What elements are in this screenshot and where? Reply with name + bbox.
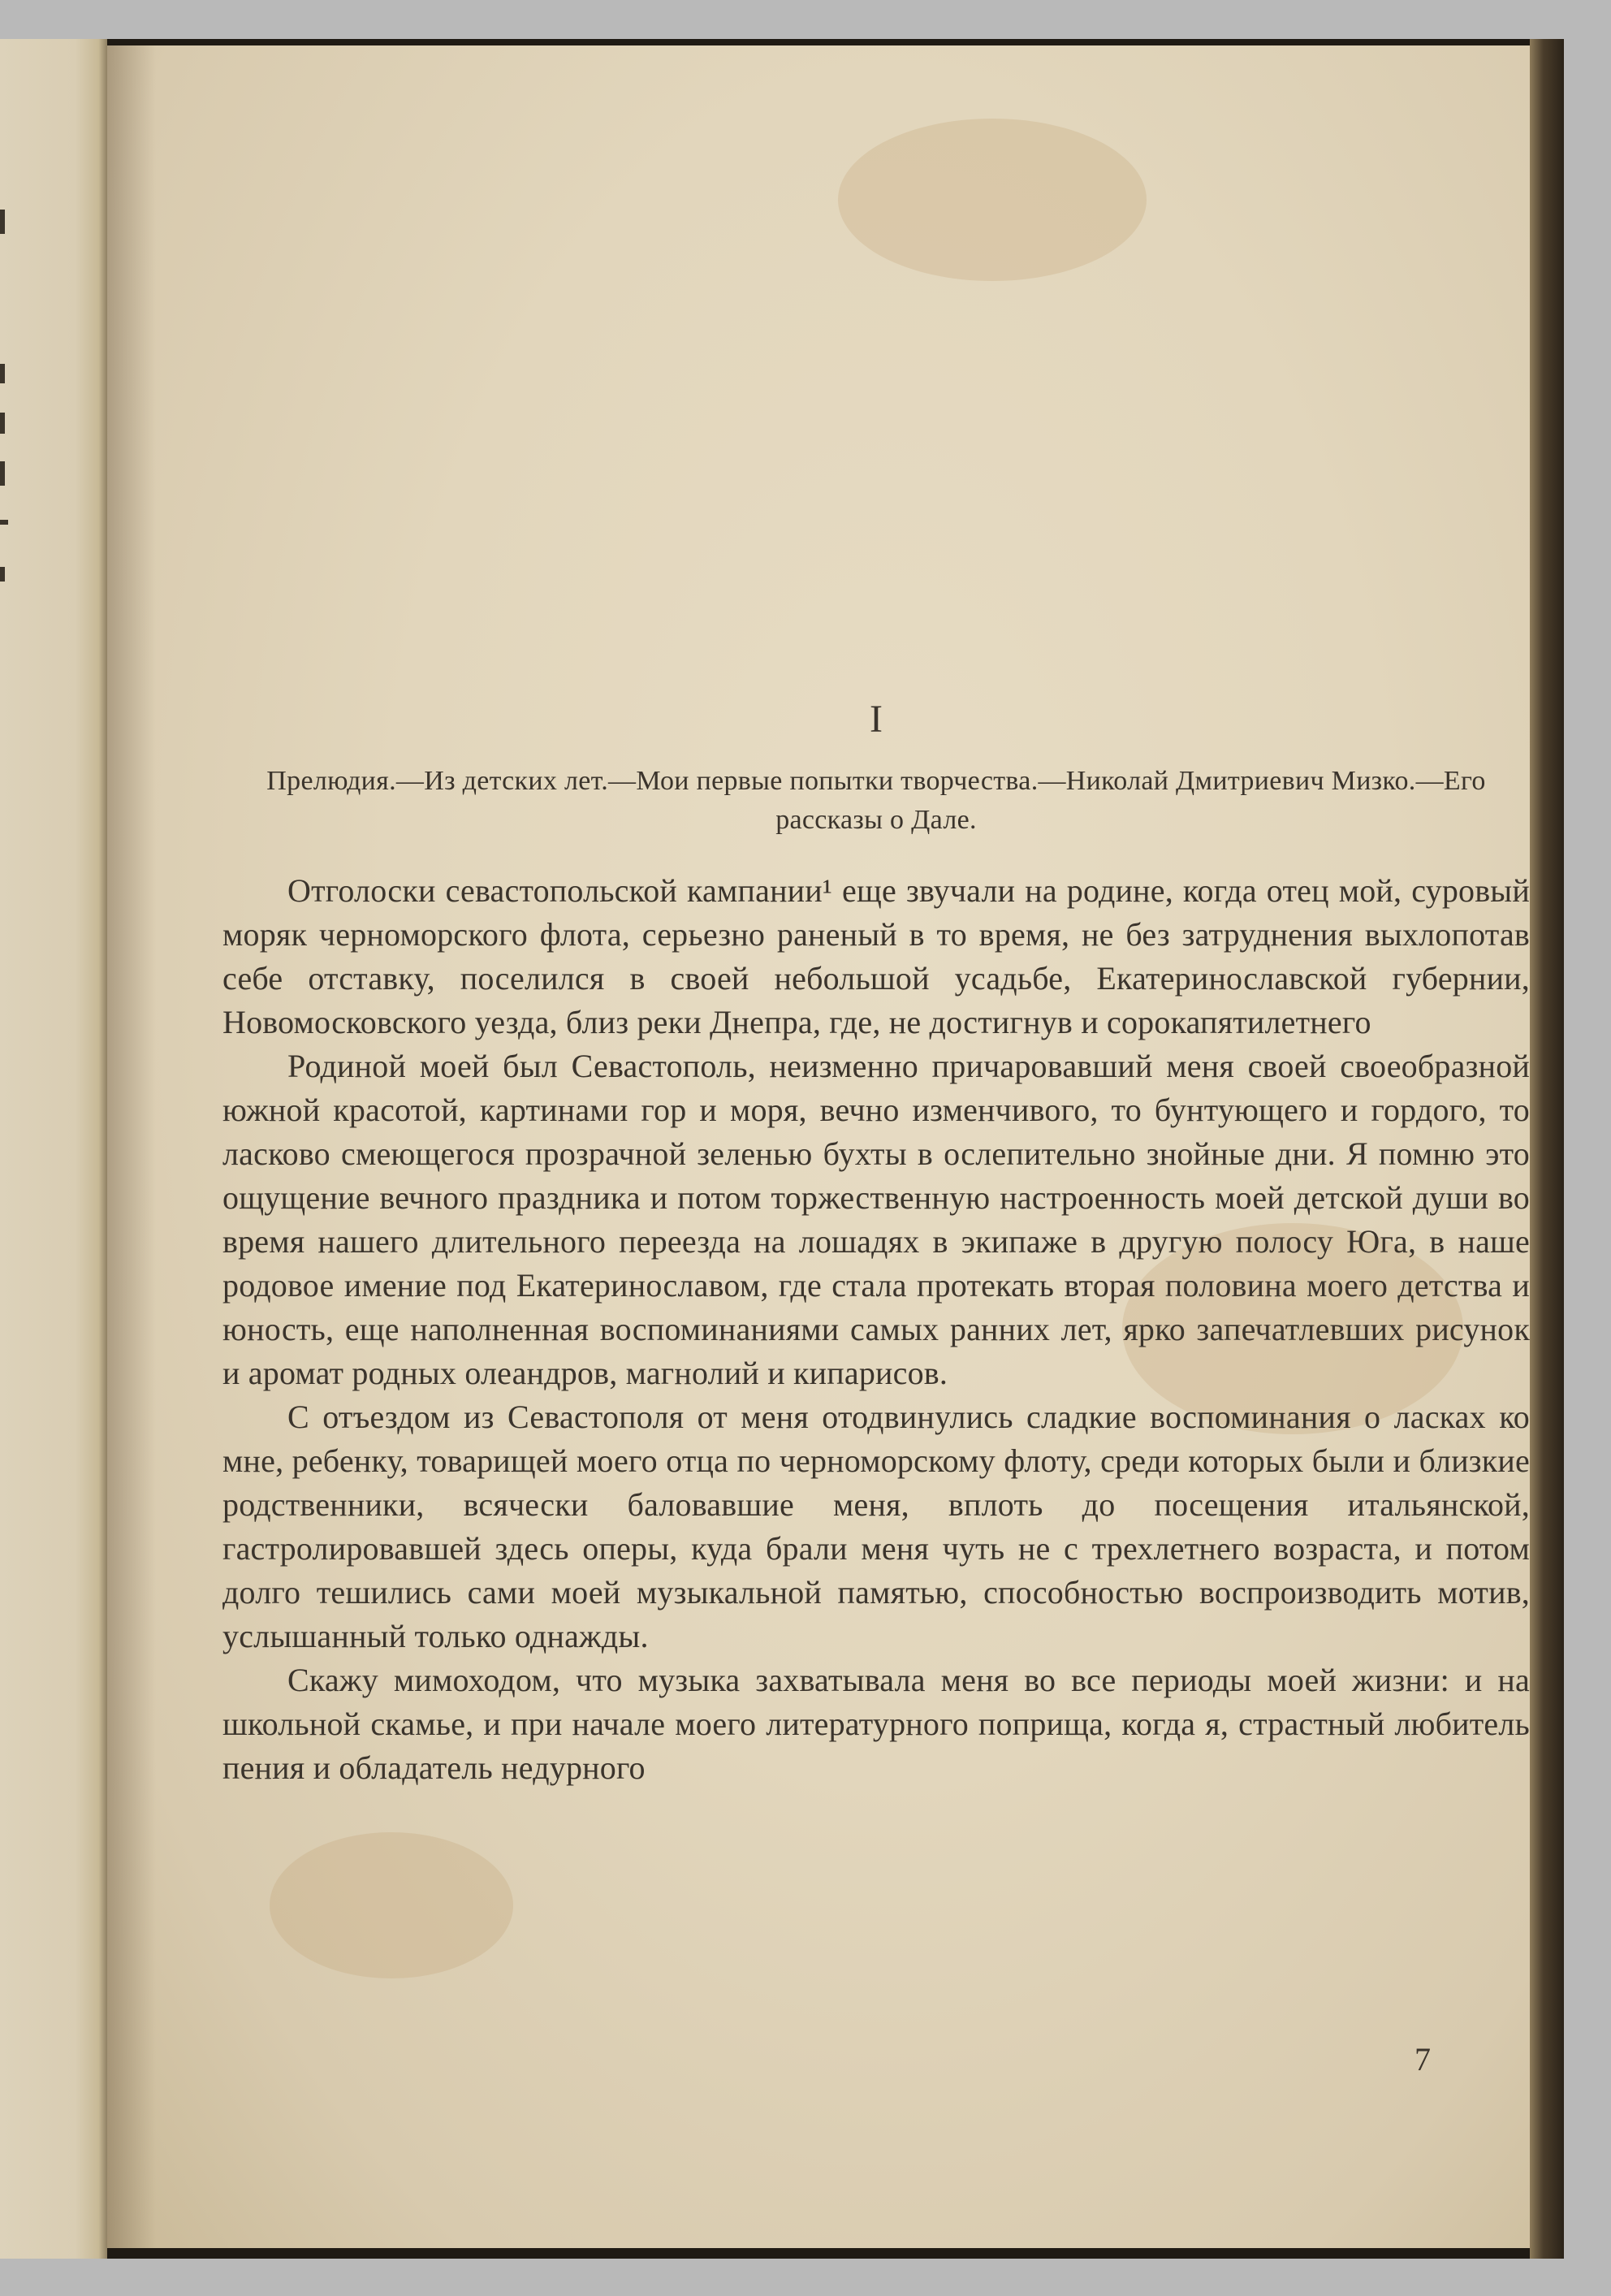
open-book [0, 39, 1564, 2259]
left-page-text-fragment [0, 210, 5, 234]
left-page-text-fragment [0, 461, 5, 486]
left-page-text-fragment [0, 364, 5, 383]
gutter-shadow [107, 45, 156, 2248]
left-page-text-fragment [0, 413, 5, 434]
paragraph-2: Родиной моей был Севастополь, неизменно причаровавший меня своей своеобразной южной красотой, картинами гор и моря, вечно изменчивого, то бунтующего и гордого, то ласково смеющегося прозрачной зеленью бухты в ослепительно знойные дни. Я помню это ощущение вечного праздника и потом торжественную настроенность моей детской души во время нашего длительного переезда на лошадях в экипаже в другую полосу Юга, в наше родовое имение под Екатеринославом, где стала протекать вторая половина моего детства и юность, еще наполненная воспоминаниями самых ранних лет, ярко запечатлевших рисунок и аромат родных олеандров, магнолий и кипарисов. [222, 1048, 1530, 1391]
left-page-text-fragment [0, 567, 5, 582]
book-page [107, 45, 1530, 2248]
chapter-summary: Прелюдия.—Из детских лет.—Мои первые попытки творчества.—Николай Дмитриевич Мизко.—Его рассказы о Дале. [266, 766, 1486, 835]
paragraph-3: С отъездом из Севастополя от меня отодвинулись сладкие воспоминания о ласках ко мне, ребенку, товарищей моего отца по черноморскому флоту, среди которых были и близкие родственники, всячески баловавшие меня, вплоть до посещения итальянской, гастролировавшей здесь оперы, куда брали меня чуть не с трехлетнего возраста, и потом долго тешились сами моей музыкальной памятью, способностью воспроизводить мотив, услышанный только однажды. [222, 1399, 1530, 1654]
page-text [222, 695, 1530, 1790]
left-page-edge [0, 39, 107, 2259]
paragraph-4: Скажу мимоходом, что музыка захватывала меня во все периоды моей жизни: и на школьной скамье, и при начале моего литературного поприща, когда я, страстный любитель пения и обладатель недурного [222, 1662, 1530, 1786]
chapter-number: I [870, 698, 883, 741]
page-stain [270, 1832, 513, 1978]
left-page-text-fragment [0, 520, 8, 525]
paragraph-1: Отголоски севастопольской кампании¹ еще звучали на родине, когда отец мой, суровый моряк черноморского флота, серьезно раненый в то время, не без затруднения выхлопотав себе отставку, поселился в своей небольшой усадьбе, Екатеринославской губернии, Новомосковского уезда, близ реки Днепра, где, не достигнув и сорокапятилетнего [222, 872, 1530, 1040]
page-number: 7 [1414, 2041, 1431, 2078]
right-page-edge [1530, 39, 1564, 2259]
page-stain [838, 119, 1147, 281]
